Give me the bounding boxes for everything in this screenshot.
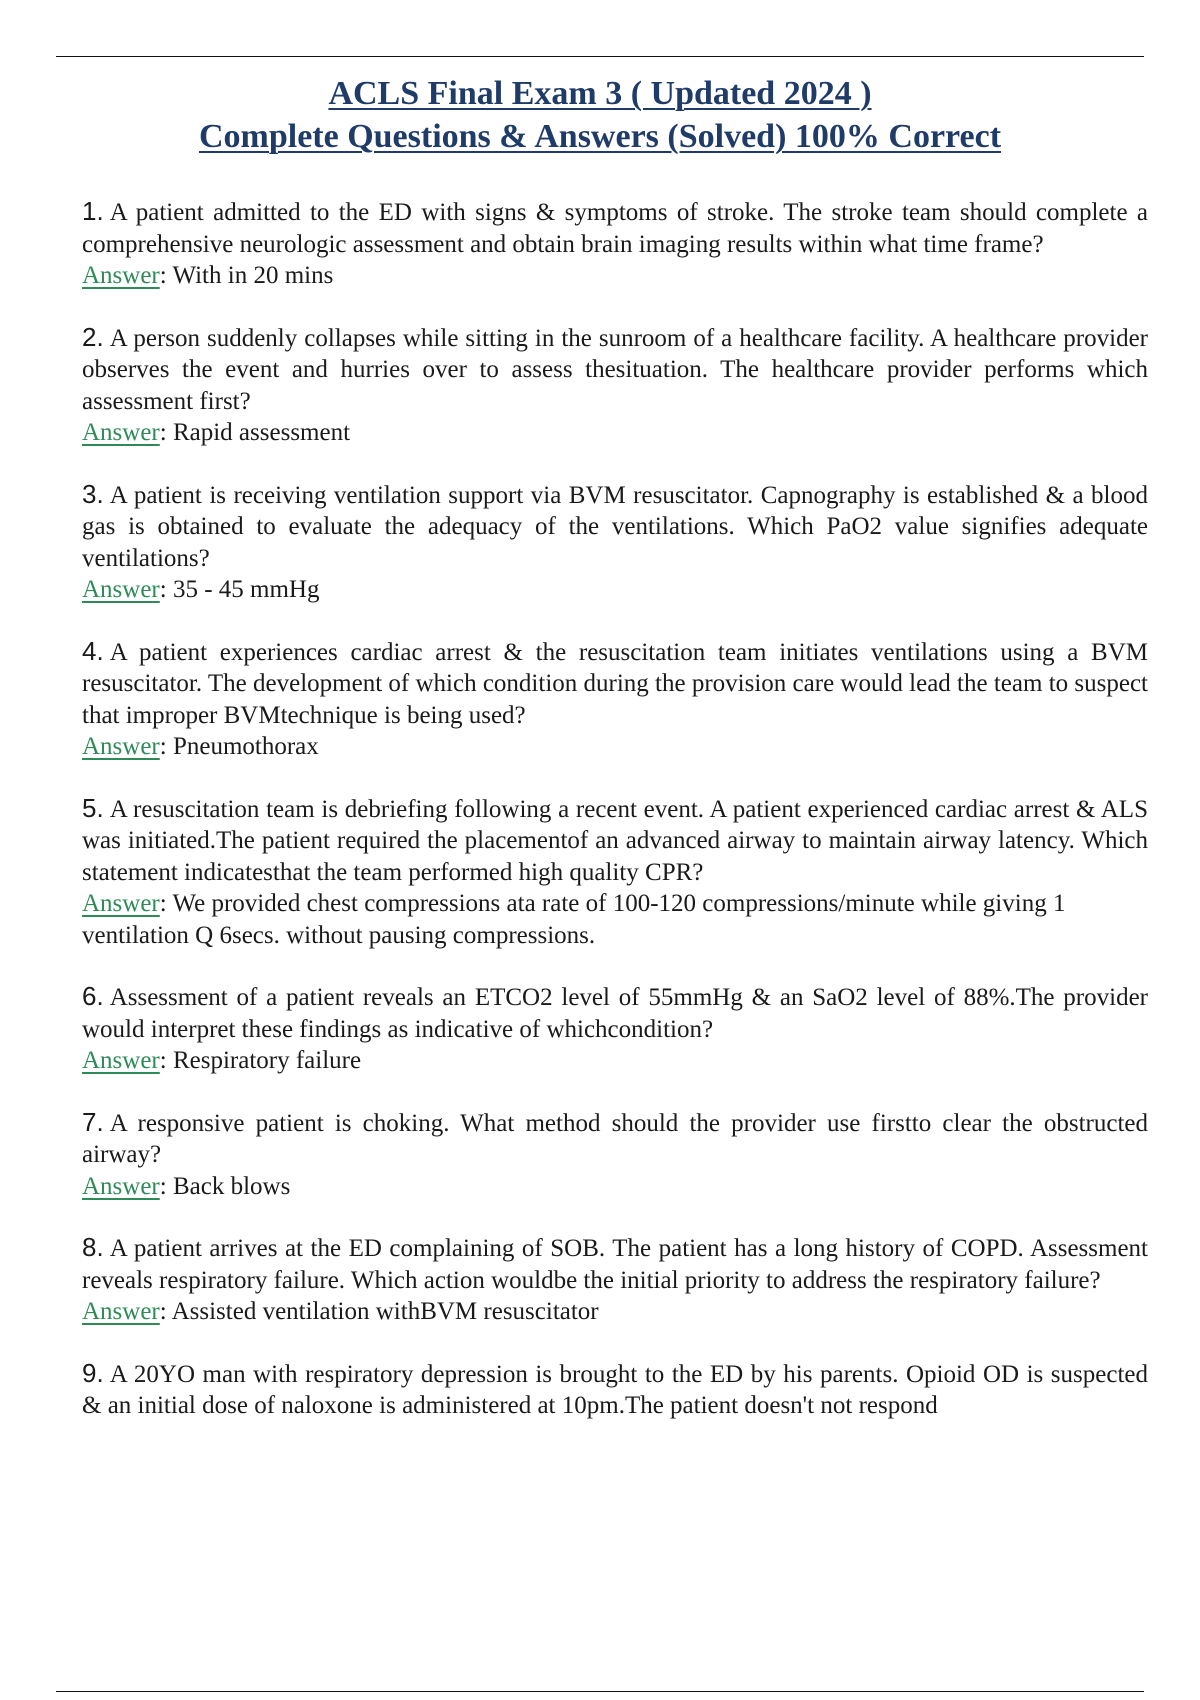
question-item-6: [82, 981, 1148, 1077]
top-rule: [56, 56, 1144, 57]
answer-text: Respiratory failure: [172, 1047, 362, 1074]
question-item-7: [82, 1107, 1148, 1203]
question-text: A person suddenly collapses while sitting in the sunroom of a healthcare facility. A healthcare provider observes the event and hurries over to assess thesituation. The healthcare provider performs which assessment first?: [82, 324, 1148, 415]
question-item-1: [82, 196, 1148, 292]
answer-label: Answer: [82, 262, 160, 289]
answer-line: Answer: 35 - 45 mmHg: [82, 576, 320, 603]
document-title: [0, 72, 1200, 158]
question-item-2: [82, 322, 1148, 449]
answer-label: Answer: [82, 576, 160, 603]
answer-text: Pneumothorax: [172, 733, 319, 760]
answer-line: Answer: Back blows: [82, 1172, 291, 1200]
question-list: [82, 196, 1148, 1452]
title-line-2: Complete Questions & Answers (Solved) 100% Correct: [198, 118, 1002, 155]
answer-label: Answer: [82, 733, 160, 760]
title-line-1: ACLS Final Exam 3 ( Updated 2024 ): [328, 75, 872, 112]
question-item-9: [82, 1358, 1148, 1422]
question-text: A 20YO man with respiratory depression is brought to the ED by his parents. Opioid OD is suspected & an initial dose of naloxone is administered at 10pm.The patient doesn't not respond: [82, 1360, 1148, 1419]
question-text: A resuscitation team is debriefing following a recent event. A patient experienced cardiac arrest & ALS was initiated.The patient required the placementof an advanced airway to maintain airway latency. Which statement indicatesthat the team performed high quality CPR?: [82, 795, 1148, 886]
question-number: 8.: [82, 1232, 104, 1262]
answer-line: Answer: Rapid assessment: [82, 419, 351, 446]
question-number: 9.: [82, 1357, 104, 1388]
answer-label: Answer: [82, 419, 160, 446]
question-item-4: [82, 636, 1148, 763]
question-text: A patient arrives at the ED complaining of SOB. The patient has a long history of COPD. Assessment reveals respiratory failure. Which action wouldbe the initial priority to address the respiratory failure?: [82, 1235, 1148, 1294]
answer-label: Answer: [82, 1298, 160, 1325]
answer-line: Answer: We provided chest compressions ata rate of 100-120 compressions/minute while giving 1 ventilation Q 6secs. without pausing compressions.: [82, 890, 1066, 949]
question-number: 1.: [82, 196, 104, 226]
question-item-3: [82, 479, 1148, 606]
answer-text: With in 20 mins: [172, 262, 334, 289]
answer-line: Answer: Assisted ventilation withBVM resuscitator: [82, 1298, 599, 1325]
question-number: 7.: [82, 1106, 104, 1137]
answer-text: Assisted ventilation withBVM resuscitator: [171, 1298, 599, 1325]
answer-text: We provided chest compressions ata rate of 100-120 compressions/minute while giving 1 ventilation Q 6secs. without pausing compressions.: [82, 890, 1066, 949]
answer-label: Answer: [82, 890, 160, 917]
answer-text: Back blows: [172, 1172, 291, 1200]
answer-label: Answer: [82, 1047, 160, 1074]
question-text: A patient experiences cardiac arrest & the resuscitation team initiates ventilations using a BVM resuscitator. The development of which condition during the provision care would lead the team to suspect that improper BVMtechnique is being used?: [82, 638, 1148, 729]
question-number: 5.: [82, 792, 104, 823]
question-number: 3.: [82, 478, 104, 509]
question-number: 6.: [82, 981, 104, 1011]
question-text: A patient is receiving ventilation support via BVM resuscitator. Capnography is established & a blood gas is obtained to evaluate the adequacy of the ventilations. Which PaO2 value signifies adequate ventilations?: [82, 481, 1148, 572]
question-number: 2.: [82, 321, 104, 352]
answer-text: 35 - 45 mmHg: [172, 576, 320, 603]
question-number: 4.: [82, 635, 104, 666]
question-text: A patient admitted to the ED with signs & symptoms of stroke. The stroke team should complete a comprehensive neurologic assessment and obtain brain imaging results within what time frame?: [82, 199, 1148, 258]
question-text: Assessment of a patient reveals an ETCO2 level of 55mmHg & an SaO2 level of 88%.The provider would interpret these findings as indicative of whichcondition?: [82, 984, 1148, 1043]
answer-line: Answer: With in 20 mins: [82, 262, 334, 289]
answer-text: Rapid assessment: [172, 419, 351, 446]
answer-line: Answer: Pneumothorax: [82, 733, 319, 760]
question-item-8: [82, 1232, 1148, 1328]
answer-label: Answer: [82, 1172, 160, 1200]
answer-line: Answer: Respiratory failure: [82, 1047, 362, 1074]
question-text: A responsive patient is choking. What method should the provider use firstto clear the obstructed airway?: [82, 1109, 1148, 1168]
bottom-rule: [56, 1691, 1144, 1692]
question-item-5: [82, 793, 1148, 952]
